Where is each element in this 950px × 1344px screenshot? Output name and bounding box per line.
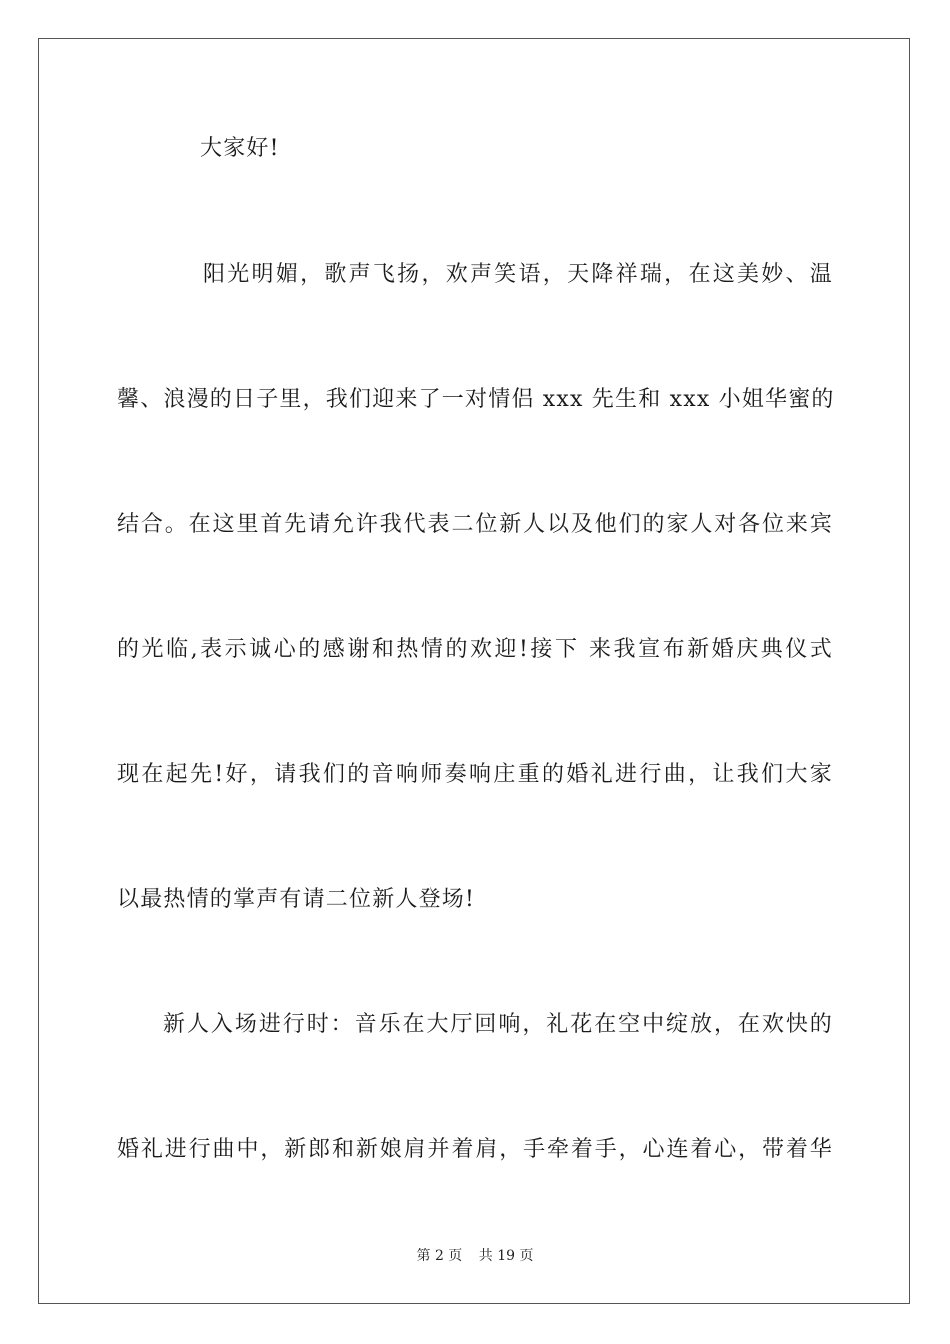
paragraph-1-line-3: 结合。在这里首先请允许我代表二位新人以及他们的家人对各位来宾 [117, 512, 833, 537]
page-total: 共 19 页 [478, 1248, 534, 1264]
page-number: 第 2 页 [416, 1248, 463, 1264]
paragraph-2-line-1: 新人入场进行时：音乐在大厅回响，礼花在空中绽放，在欢快的 [163, 1012, 833, 1037]
paragraph-2-line-2: 婚礼进行曲中，新郎和新娘肩并着肩，手牵着手，心连着心，带着华 [117, 1137, 833, 1162]
greeting-line: 大家好! [200, 136, 280, 161]
paragraph-1-line-2: 馨、浪漫的日子里，我们迎来了一对情侣 xxx 先生和 xxx 小姐华蜜的 [117, 387, 835, 412]
page-footer [0, 1246, 950, 1266]
paragraph-1-line-4: 的光临,表示诚心的感谢和热情的欢迎!接下 来我宣布新婚庆典仪式 [117, 637, 833, 662]
page-border [38, 38, 910, 1304]
paragraph-1-line-6: 以最热情的掌声有请二位新人登场! [117, 887, 476, 912]
paragraph-1-line-5: 现在起先!好，请我们的音响师奏响庄重的婚礼进行曲，让我们大家 [117, 762, 833, 787]
paragraph-1-line-1: 阳光明媚，歌声飞扬，欢声笑语，天降祥瑞，在这美妙、温 [203, 262, 833, 287]
